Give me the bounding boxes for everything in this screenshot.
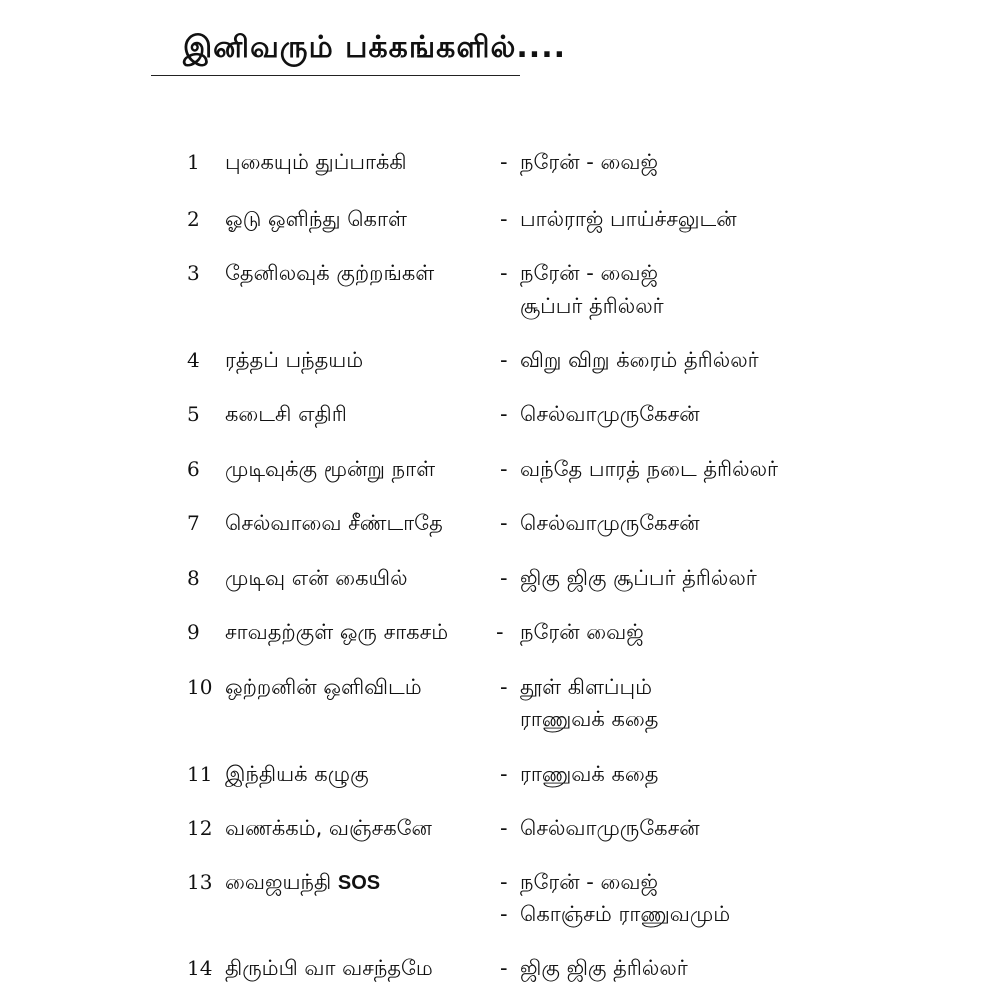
entry-number: 13: [187, 870, 213, 894]
entry-title: செல்வாவை சீண்டாதே: [225, 511, 443, 535]
entry-number: 8: [187, 566, 200, 590]
entry-title: கடைசி எதிரி: [225, 402, 347, 426]
entry-number: 9: [187, 620, 200, 644]
entry-note: ஜிகு ஜிகு சூப்பர் த்ரில்லர்: [520, 566, 757, 590]
entry-title: புகையும் துப்பாக்கி: [225, 150, 407, 174]
entry-title: இந்தியக் கழுகு: [225, 762, 369, 786]
entry-note: சூப்பர் த்ரில்லர்: [520, 294, 664, 318]
entry-dash: -: [500, 261, 508, 285]
entry-note: கொஞ்சம் ராணுவமும்: [520, 902, 731, 926]
entry-dash: -: [500, 816, 508, 840]
entry-dash: -: [496, 620, 504, 644]
entry-title: ஓடு ஒளிந்து கொள்: [225, 207, 407, 231]
entry-number: 6: [187, 457, 200, 481]
entry-title: ஒற்றனின் ஒளிவிடம்: [225, 675, 422, 699]
entry-number: 2: [187, 207, 200, 231]
entry-note: ராணுவக் கதை: [520, 707, 659, 731]
entry-note: வந்தே பாரத் நடை த்ரில்லர்: [520, 457, 778, 481]
entry-number: 12: [187, 816, 213, 840]
entry-note: ஜிகு ஜிகு த்ரில்லர்: [520, 956, 688, 980]
entry-note: நரேன் - வைஜ்: [520, 150, 659, 174]
entry-number: 1: [187, 150, 200, 174]
entry-dash: -: [500, 566, 508, 590]
entry-number: 5: [187, 402, 200, 426]
page-heading: இனிவரும் பக்கங்களில்....: [183, 30, 566, 65]
entry-dash: -: [500, 956, 508, 980]
entry-title: [225, 866, 380, 900]
entry-dash: -: [500, 511, 508, 535]
heading-underline: [151, 75, 520, 76]
entry-title: முடிவு என் கையில்: [225, 566, 408, 590]
entry-title-text: வைஜயந்தி: [225, 870, 332, 894]
entry-title-sos: SOS: [337, 872, 381, 894]
entry-title: ரத்தப் பந்தயம்: [225, 348, 364, 372]
entry-number: 7: [187, 511, 200, 535]
entry-title: வணக்கம், வஞ்சகனே: [225, 816, 432, 840]
entry-number: 11: [187, 762, 213, 786]
entry-dash: -: [500, 675, 508, 699]
entry-number: 3: [187, 261, 200, 285]
entry-note: நரேன் வைஜ்: [520, 620, 644, 644]
entry-dash: -: [500, 457, 508, 481]
entry-dash: -: [500, 870, 508, 894]
entry-note: நரேன் - வைஜ்: [520, 870, 659, 894]
entry-dash: -: [500, 150, 508, 174]
entry-note: பால்ராஜ் பாய்ச்சலுடன்: [520, 207, 737, 231]
entry-number: 14: [187, 956, 213, 980]
entry-number: 10: [187, 675, 213, 699]
entry-note: செல்வாமுருகேசன்: [520, 816, 700, 840]
entry-note: செல்வாமுருகேசன்: [520, 511, 700, 535]
entry-dash: -: [500, 902, 508, 926]
entry-note: தூள் கிளப்பும்: [520, 675, 653, 699]
entry-note: செல்வாமுருகேசன்: [520, 402, 700, 426]
entry-title: திரும்பி வா வசந்தமே: [225, 956, 433, 980]
entry-dash: -: [500, 762, 508, 786]
entry-dash: -: [500, 207, 508, 231]
entry-number: 4: [187, 348, 200, 372]
entry-title: சாவதற்குள் ஒரு சாகசம்: [225, 620, 449, 644]
entry-note: விறு விறு க்ரைம் த்ரில்லர்: [520, 348, 759, 372]
entry-dash: -: [500, 348, 508, 372]
entry-note: நரேன் - வைஜ்: [520, 261, 659, 285]
entry-title: முடிவுக்கு மூன்று நாள்: [225, 457, 436, 481]
entry-title: தேனிலவுக் குற்றங்கள்: [225, 261, 435, 285]
entry-note: ராணுவக் கதை: [520, 762, 659, 786]
entry-dash: -: [500, 402, 508, 426]
